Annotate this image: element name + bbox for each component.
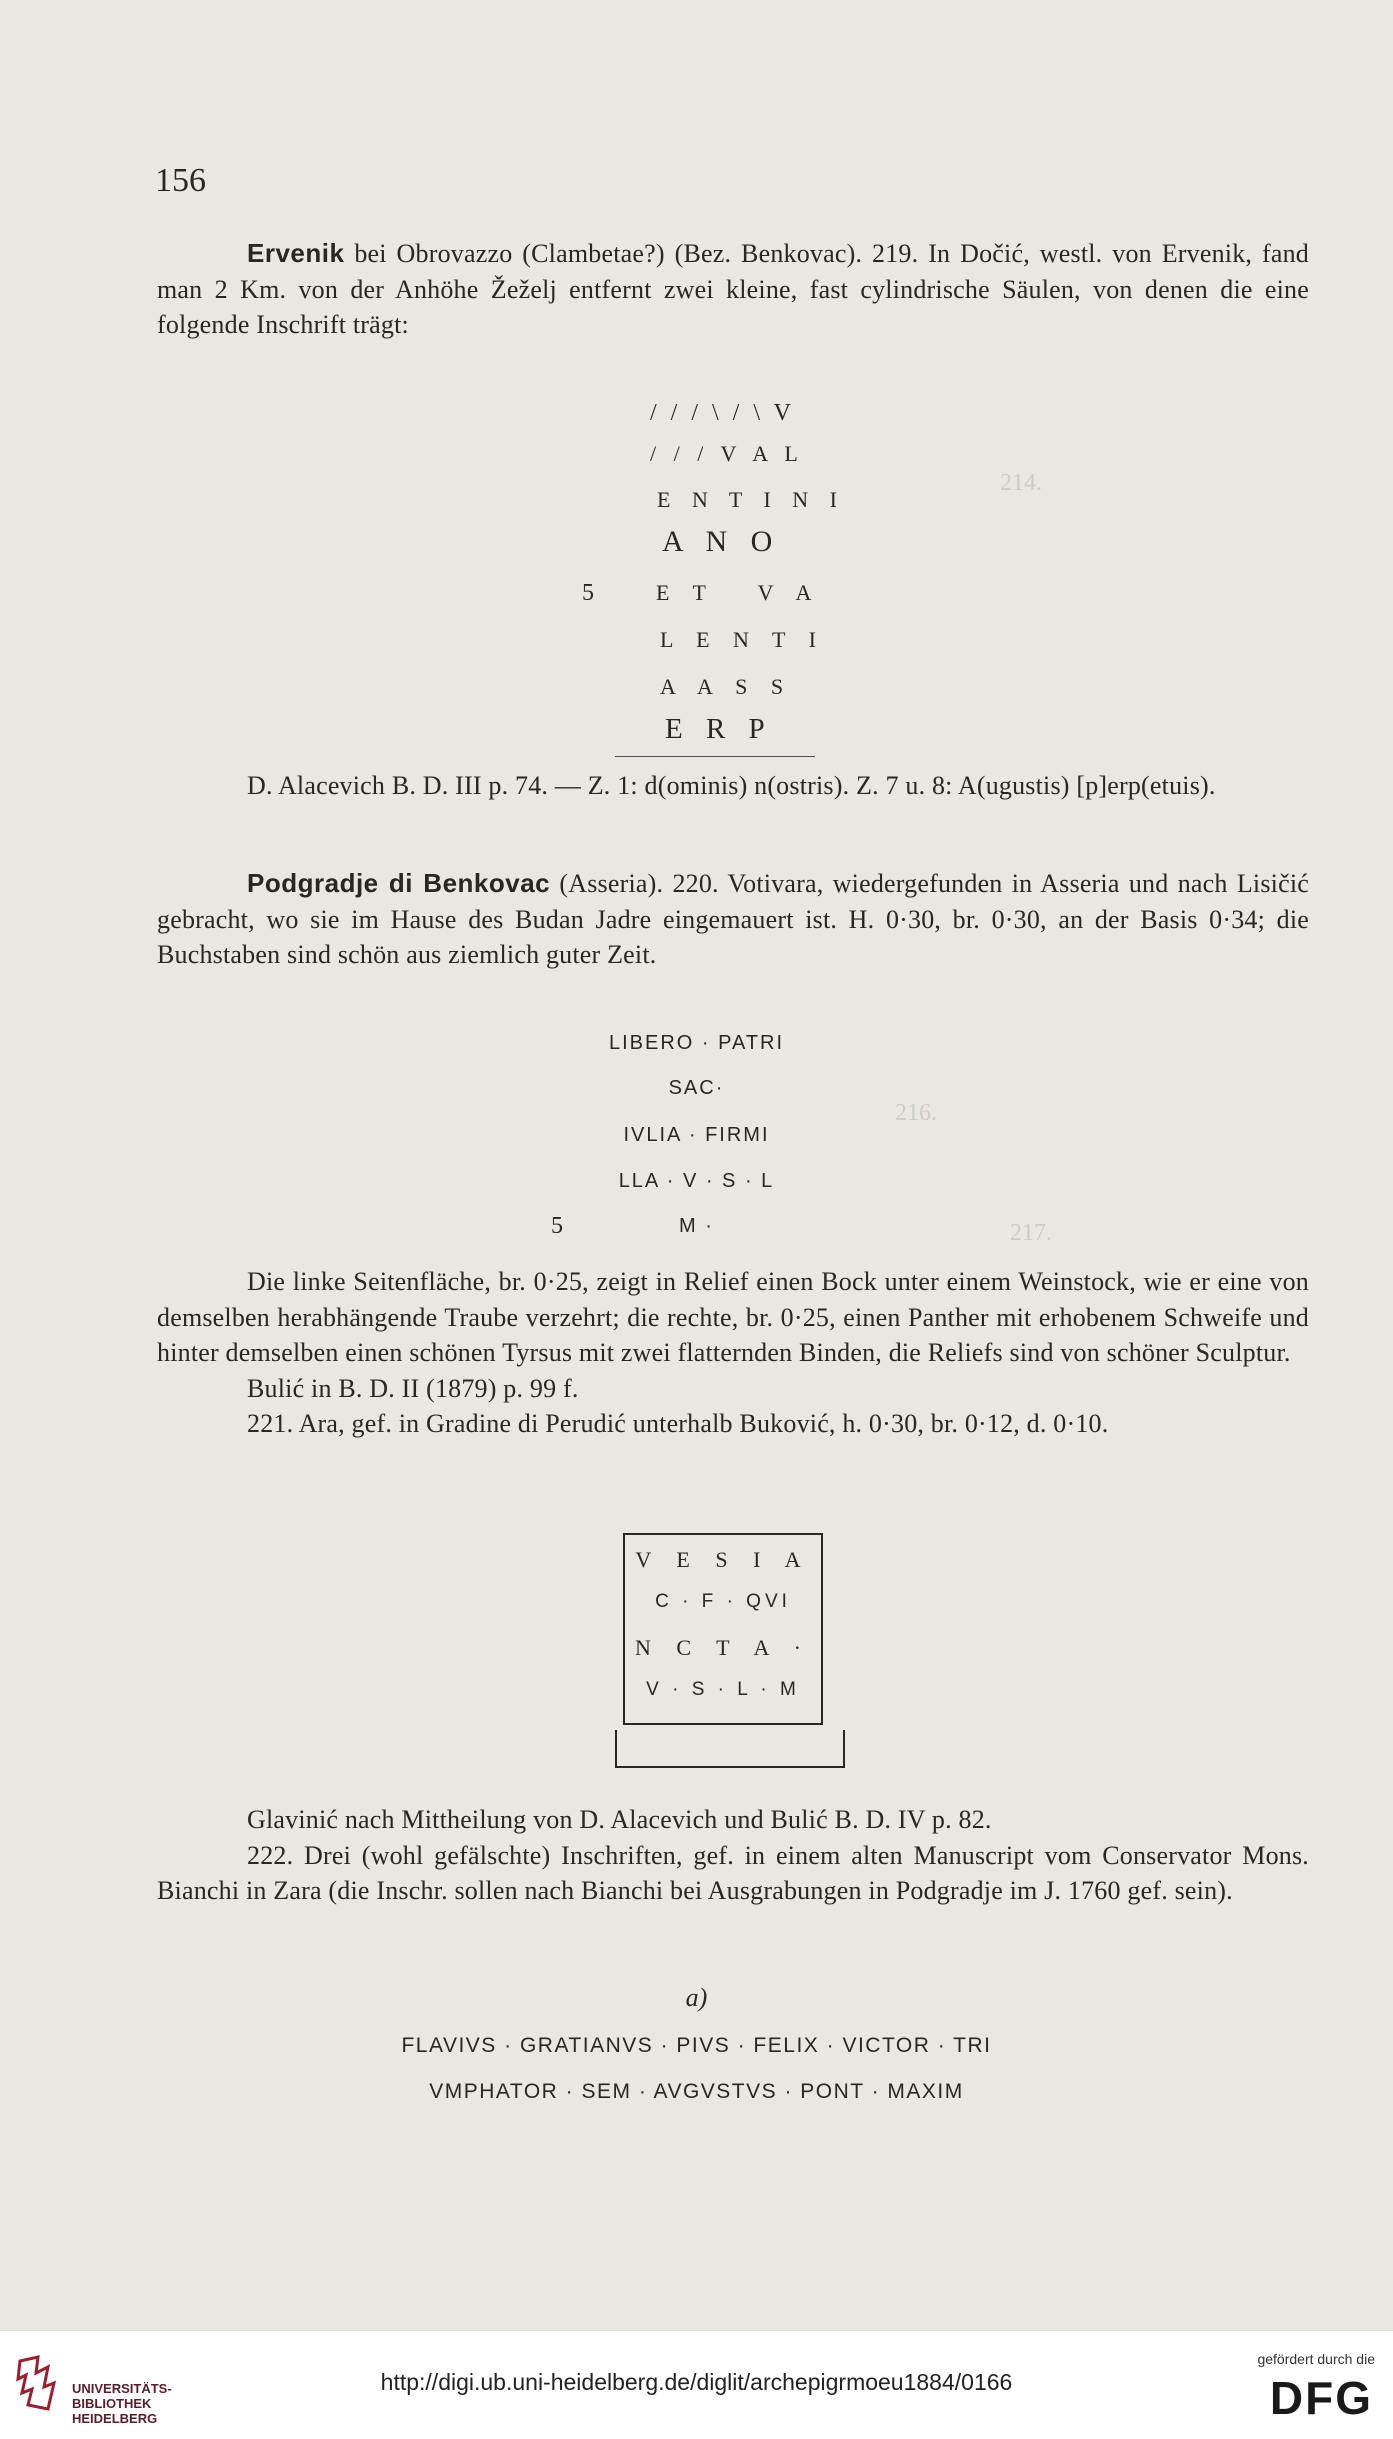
inscription-line: C · F · QVI bbox=[655, 1591, 791, 1612]
inscription-line: E N T I N I bbox=[657, 487, 846, 512]
funding-note: gefördert durch die bbox=[1257, 2351, 1375, 2367]
inscription-line: V · S · L · M bbox=[646, 1679, 800, 1700]
paragraph-glavinic bbox=[157, 1802, 1309, 1909]
line-number: 5 bbox=[551, 1213, 563, 1239]
inscription-line: LLA · V · S · L bbox=[618, 1170, 775, 1192]
bleed-through: 214. bbox=[1000, 470, 1042, 496]
place-heading: Podgradje di Benkovac bbox=[247, 868, 551, 898]
inscription-line: A N O bbox=[662, 525, 781, 558]
dfg-logo[interactable]: DFG bbox=[1269, 2372, 1373, 2424]
place-heading: Ervenik bbox=[247, 238, 345, 268]
inscription-line: VMPHATOR · SEM · AVGVSTVS · PONT · MAXIM bbox=[429, 2080, 964, 2103]
inscription-line: / / / \ / \ V bbox=[650, 400, 795, 426]
inscription-line: M · bbox=[679, 1215, 714, 1237]
paragraph-text: D. Alacevich B. D. III p. 74. — Z. 1: d(ominis) n(ostris). Z. 7 u. 8: A(ugustis) [p]erp(etuis). bbox=[247, 771, 1216, 800]
bleed-through: 216. bbox=[895, 1100, 937, 1126]
inscription-rule bbox=[615, 756, 815, 757]
library-name-line: UNIVERSITÄTS- bbox=[72, 2381, 172, 2396]
paragraph-text: Die linke Seitenfläche, br. 0·25, zeigt in Relief einen Bock unter einem Weinstock, wie er eine von demselben herabhängende Traube verzehrt; die rechte, br. 0·25, einen Panther mit erhobenem Schweife und hinter demselben einen schönen Tyrsus mit zwei flatternden Binden, die Reliefs sind von schöner Sculptur. bbox=[157, 1267, 1309, 1367]
page-number: 156 bbox=[155, 162, 206, 199]
paragraph-text: (Asseria). 220. Votivara, wiedergefunden in Asseria und nach Lisičić gebracht, wo sie im Hause des Budan Jadre eingemauert ist. H. 0·30, br. 0·30, an der Basis 0·34; die Buchstaben sind schön aus ziemlich guter Zeit. bbox=[157, 869, 1309, 969]
inscription-line: / / / V A L bbox=[650, 441, 804, 466]
inscription-line: E R P bbox=[665, 713, 773, 745]
inscription-base bbox=[615, 1730, 845, 1768]
library-name-line: HEIDELBERG bbox=[72, 2411, 158, 2426]
inscription-line: LIBERO · PATRI bbox=[608, 1032, 785, 1054]
paragraph-text: 222. Drei (wohl gefälschte) Inschriften, gef. in einem alten Manuscript vom Conservator Mons. Bianchi in Zara (die Inschr. sollen nach Bianchi bei Ausgrabungen in Podgradje im J. 1760 gef. sein). bbox=[157, 1840, 1309, 1905]
inscription-line: E T V A bbox=[656, 580, 821, 605]
footer-bar bbox=[0, 2330, 1393, 2439]
paragraph-text: Bulić in B. D. II (1879) p. 99 f. bbox=[247, 1373, 579, 1403]
paragraph-text: Glavinić nach Mittheilung von D. Alacevich und Bulić B. D. IV p. 82. bbox=[247, 1805, 992, 1834]
paragraph-relief bbox=[157, 1264, 1309, 1442]
bleed-through: 217. bbox=[1010, 1220, 1052, 1246]
paragraph-alacevich bbox=[157, 768, 1309, 804]
library-name-line: BIBLIOTHEK bbox=[72, 2396, 152, 2411]
paragraph-podgradje bbox=[157, 866, 1309, 973]
inscription-line: L E N T I bbox=[660, 627, 825, 652]
paragraph-text: 221. Ara, gef. in Gradine di Perudić unterhalb Buković, h. 0·30, br. 0·12, d. 0·10. bbox=[247, 1409, 1109, 1438]
inscription-line: SAC· bbox=[668, 1077, 725, 1099]
line-number: 5 bbox=[582, 580, 594, 606]
inscription-line: N C T A · bbox=[635, 1635, 811, 1660]
inscription-line: A A S S bbox=[660, 674, 793, 699]
paragraph-ervenik bbox=[157, 236, 1309, 343]
sub-label-a: a) bbox=[685, 1983, 708, 2012]
permalink-url[interactable]: http://digi.ub.uni-heidelberg.de/diglit/archepigrmoeu1884/0166 bbox=[380, 2369, 1013, 2395]
paragraph-text: bei Obrovazzo (Clambetae?) (Bez. Benkovac). 219. In Dočić, westl. von Ervenik, fand man 2 Km. von der Anhöhe Žeželj entfernt zwei kleine, fast cylindrische Säulen, von denen die eine folgende Inschrift trägt: bbox=[157, 239, 1309, 339]
inscription-box bbox=[623, 1533, 823, 1725]
inscription-line: IVLIA · FIRMI bbox=[623, 1124, 770, 1146]
inscription-line: FLAVIVS · GRATIANVS · PIVS · FELIX · VICTOR · TRI bbox=[401, 2034, 992, 2057]
inscription-line: V E S I A bbox=[635, 1547, 811, 1572]
